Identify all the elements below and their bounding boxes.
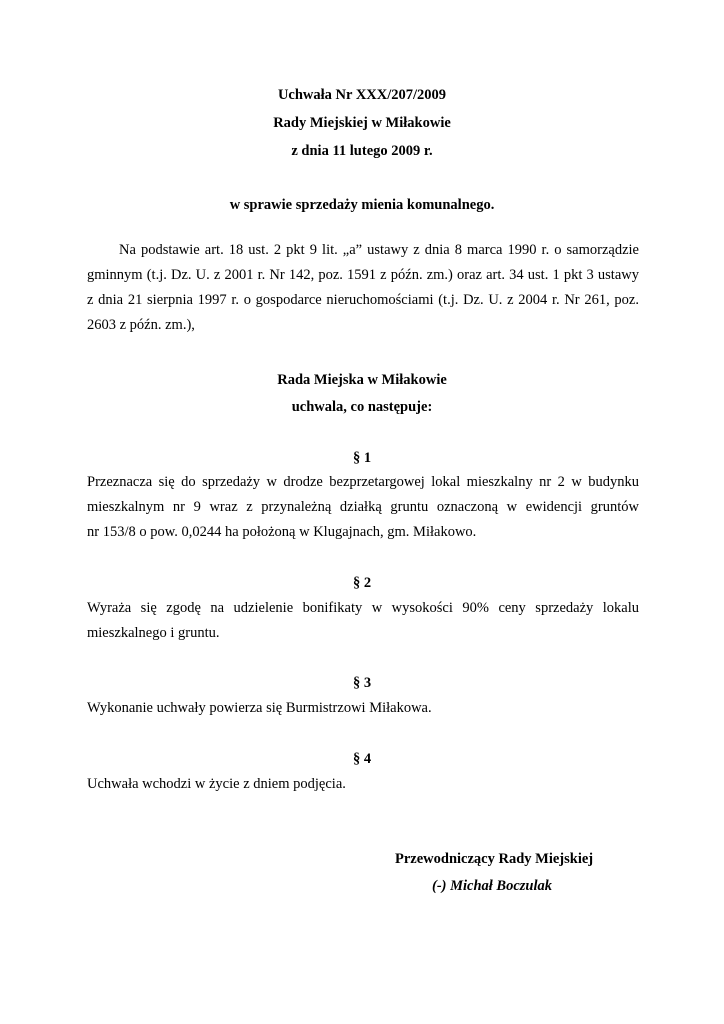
section-body-1: [87, 470, 639, 545]
resolution-date: z dnia 11 lutego 2009 r.: [291, 143, 433, 159]
section-line: Wyraża się zgodę na udzielenie bonifikaty w wysokości 90% ceny sprzedaży lokalu: [87, 600, 639, 616]
section-heading-1: § 1: [352, 450, 372, 466]
preamble-line: gminnym (t.j. Dz. U. z 2001 r. Nr 142, poz. 1591 z późn. zm.) oraz art. 34 ust. 1 pkt 3 ustawy: [87, 267, 639, 283]
resolving-phrase: uchwala, co następuje:: [291, 399, 433, 415]
section-heading-3: § 3: [352, 675, 372, 691]
section-line: Wykonanie uchwały powierza się Burmistrzowi Miłakowa.: [87, 700, 432, 716]
preamble: [87, 238, 639, 338]
section-line: Uchwała wchodzi w życie z dniem podjęcia.: [87, 776, 346, 792]
section-line: mieszkalnym nr 9 wraz z przynależną działką gruntu oznaczoną w ewidencji gruntów: [87, 499, 639, 515]
section-line: nr 153/8 o pow. 0,0244 ha położoną w Klugajnach, gm. Miłakowo.: [87, 524, 477, 540]
section-line: Przeznacza się do sprzedaży w drodze bezprzetargowej lokal mieszkalny nr 2 w budynku: [87, 474, 639, 490]
preamble-line: 2603 z późn. zm.),: [87, 317, 195, 333]
signature-role: Przewodniczący Rady Miejskiej: [395, 851, 594, 867]
resolution-subject: w sprawie sprzedaży mienia komunalnego.: [229, 197, 495, 213]
section-body-2: [87, 596, 639, 646]
council-name: Rady Miejskiej w Miłakowie: [273, 115, 451, 131]
section-heading-4: § 4: [352, 751, 372, 767]
resolving-body: Rada Miejska w Miłakowie: [277, 372, 447, 388]
preamble-line: Na podstawie art. 18 ust. 2 pkt 9 lit. „a” ustawy z dnia 8 marca 1990 r. o samorządzie: [119, 242, 639, 258]
signature-name: (-) Michał Boczulak: [432, 878, 553, 894]
section-heading-2: § 2: [352, 575, 372, 591]
section-body-3: [87, 696, 639, 721]
resolution-title: Uchwała Nr XXX/207/2009: [277, 87, 447, 103]
preamble-line: z dnia 21 sierpnia 1997 r. o gospodarce nieruchomościami (t.j. Dz. U. z 2004 r. Nr 261, poz.: [87, 292, 639, 308]
section-body-4: [87, 772, 639, 797]
section-line: mieszkalnego i gruntu.: [87, 625, 220, 641]
